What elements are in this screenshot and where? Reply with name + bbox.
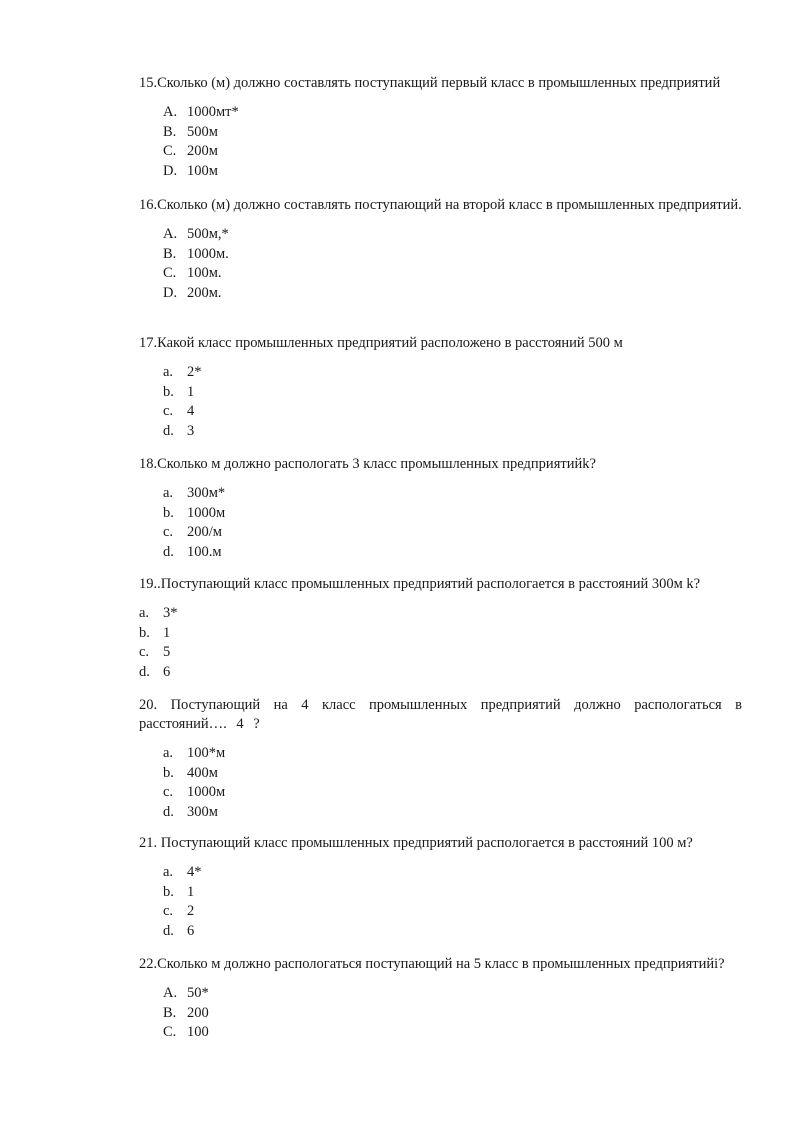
answer-option	[139, 162, 742, 182]
answer-option	[139, 422, 742, 442]
answer-list	[139, 744, 742, 822]
answer-option	[139, 504, 742, 524]
answer-text: 400м	[187, 764, 218, 781]
answer-letter: c.	[163, 784, 174, 800]
answer-option	[139, 543, 742, 563]
answer-text: 300м*	[187, 485, 226, 501]
question-text: 19..Поступающий класс промышленных предприятий распологается в расстояний 300м k?	[139, 576, 701, 592]
answer-text: 6	[187, 922, 195, 939]
question-text: 22.Сколько м должно распологаться поступающий на 5 класс в промышленных предприятийi?	[139, 956, 725, 972]
answer-text: 100.м	[187, 543, 222, 560]
answer-text: 1000м	[187, 784, 226, 800]
answer-text: 100*м	[187, 745, 226, 761]
answer-letter: A.	[163, 226, 178, 242]
answer-letter: a.	[163, 485, 174, 501]
answer-list	[139, 604, 742, 682]
answer-letter: d.	[163, 422, 174, 439]
answer-letter: C.	[163, 265, 177, 281]
answer-option	[139, 783, 742, 803]
question-text: 17.Какой класс промышленных предприятий расположено в расстояний 500 м	[139, 335, 623, 351]
question-text: 15.Сколько (м) должно составлять поступакщий первый класс в промышленных предприятий	[139, 75, 721, 91]
question-17	[139, 334, 742, 441]
answer-letter: a.	[163, 364, 174, 380]
answer-text: 1000мт*	[187, 104, 239, 120]
answer-letter: C.	[163, 1024, 177, 1040]
answer-list	[139, 363, 742, 441]
answer-text: 500м	[187, 123, 218, 140]
answer-letter: B.	[163, 245, 177, 262]
question-text: 21. Поступающий класс промышленных предприятий распологается в расстояний 100 м?	[139, 835, 693, 851]
answer-option	[139, 744, 742, 764]
answer-option	[139, 984, 742, 1004]
answer-option	[139, 902, 742, 922]
answer-option	[139, 803, 742, 823]
answer-text: 6	[163, 663, 171, 680]
answer-option	[139, 922, 742, 942]
answer-option	[139, 604, 742, 624]
answer-option	[139, 1004, 742, 1024]
answer-text: 2	[187, 903, 195, 919]
answer-option	[139, 663, 742, 683]
answer-list	[139, 863, 742, 941]
answer-text: 200м.	[187, 284, 222, 301]
answer-letter: D.	[163, 162, 178, 179]
answer-text: 200м	[187, 143, 218, 159]
answer-option	[139, 383, 742, 403]
answer-letter: b.	[139, 624, 150, 641]
question-text: 16.Сколько (м) должно составлять поступающий на второй класс в промышленных предприятий.	[139, 197, 742, 213]
answer-option	[139, 264, 742, 284]
answer-letter: a.	[139, 605, 150, 621]
answer-option	[139, 123, 742, 143]
answer-letter: a.	[163, 864, 174, 880]
question-21	[139, 834, 742, 941]
answer-letter: C.	[163, 143, 177, 159]
answer-text: 1	[187, 883, 195, 900]
answer-option	[139, 523, 742, 543]
answer-letter: d.	[163, 922, 174, 939]
answer-text: 1000м	[187, 504, 226, 521]
answer-text: 100	[187, 1024, 209, 1040]
question-20	[139, 696, 742, 822]
answer-text: 1	[187, 383, 195, 400]
answer-option	[139, 103, 742, 123]
answer-option	[139, 624, 742, 644]
answer-letter: B.	[163, 123, 177, 140]
answer-letter: d.	[139, 663, 150, 680]
answer-letter: b.	[163, 383, 174, 400]
answer-text: 4*	[187, 864, 202, 880]
answer-text: 1000м.	[187, 245, 229, 262]
answer-letter: B.	[163, 1004, 177, 1021]
answer-option	[139, 863, 742, 883]
answer-text: 100м.	[187, 265, 222, 281]
answer-option	[139, 883, 742, 903]
answer-option	[139, 402, 742, 422]
answer-text: 500м,*	[187, 226, 229, 242]
question-22	[139, 955, 742, 1043]
answer-letter: b.	[163, 764, 174, 781]
answer-option	[139, 225, 742, 245]
answer-text: 50*	[187, 985, 209, 1001]
question-19	[139, 575, 742, 682]
answer-letter: b.	[163, 883, 174, 900]
answer-letter: d.	[163, 803, 174, 820]
answer-text: 4	[187, 403, 195, 419]
answer-list	[139, 103, 742, 181]
answer-letter: c.	[163, 403, 174, 419]
answer-letter: D.	[163, 284, 178, 301]
answer-letter: b.	[163, 504, 174, 521]
answer-option	[139, 484, 742, 504]
answer-letter: a.	[163, 745, 174, 761]
answer-list	[139, 984, 742, 1043]
answer-text: 2*	[187, 364, 202, 380]
answer-list	[139, 225, 742, 303]
question-text: 20. Поступающий на 4 класс промышленных предприятий должно распологаться в расстояний…. 4 ?	[139, 697, 742, 732]
answer-letter: d.	[163, 543, 174, 560]
answer-letter: c.	[163, 903, 174, 919]
answer-option	[139, 1023, 742, 1043]
answer-text: 200/м	[187, 524, 222, 540]
answer-option	[139, 643, 742, 663]
answer-letter: c.	[163, 524, 174, 540]
question-16	[139, 196, 742, 303]
question-18	[139, 455, 742, 562]
answer-text: 3*	[163, 605, 178, 621]
answer-option	[139, 284, 742, 304]
answer-letter: A.	[163, 985, 178, 1001]
answer-text: 300м	[187, 803, 218, 820]
answer-text: 1	[163, 624, 171, 641]
answer-option	[139, 142, 742, 162]
answer-option	[139, 245, 742, 265]
question-15	[139, 74, 742, 181]
answer-text: 5	[163, 644, 171, 660]
answer-text: 100м	[187, 162, 218, 179]
answer-letter: c.	[139, 644, 150, 660]
answer-option	[139, 363, 742, 383]
answer-text: 200	[187, 1004, 209, 1021]
answer-list	[139, 484, 742, 562]
answer-text: 3	[187, 422, 195, 439]
question-text: 18.Сколько м должно распологать 3 класс промышленных предприятийk?	[139, 456, 596, 472]
answer-letter: A.	[163, 104, 178, 120]
answer-option	[139, 764, 742, 784]
